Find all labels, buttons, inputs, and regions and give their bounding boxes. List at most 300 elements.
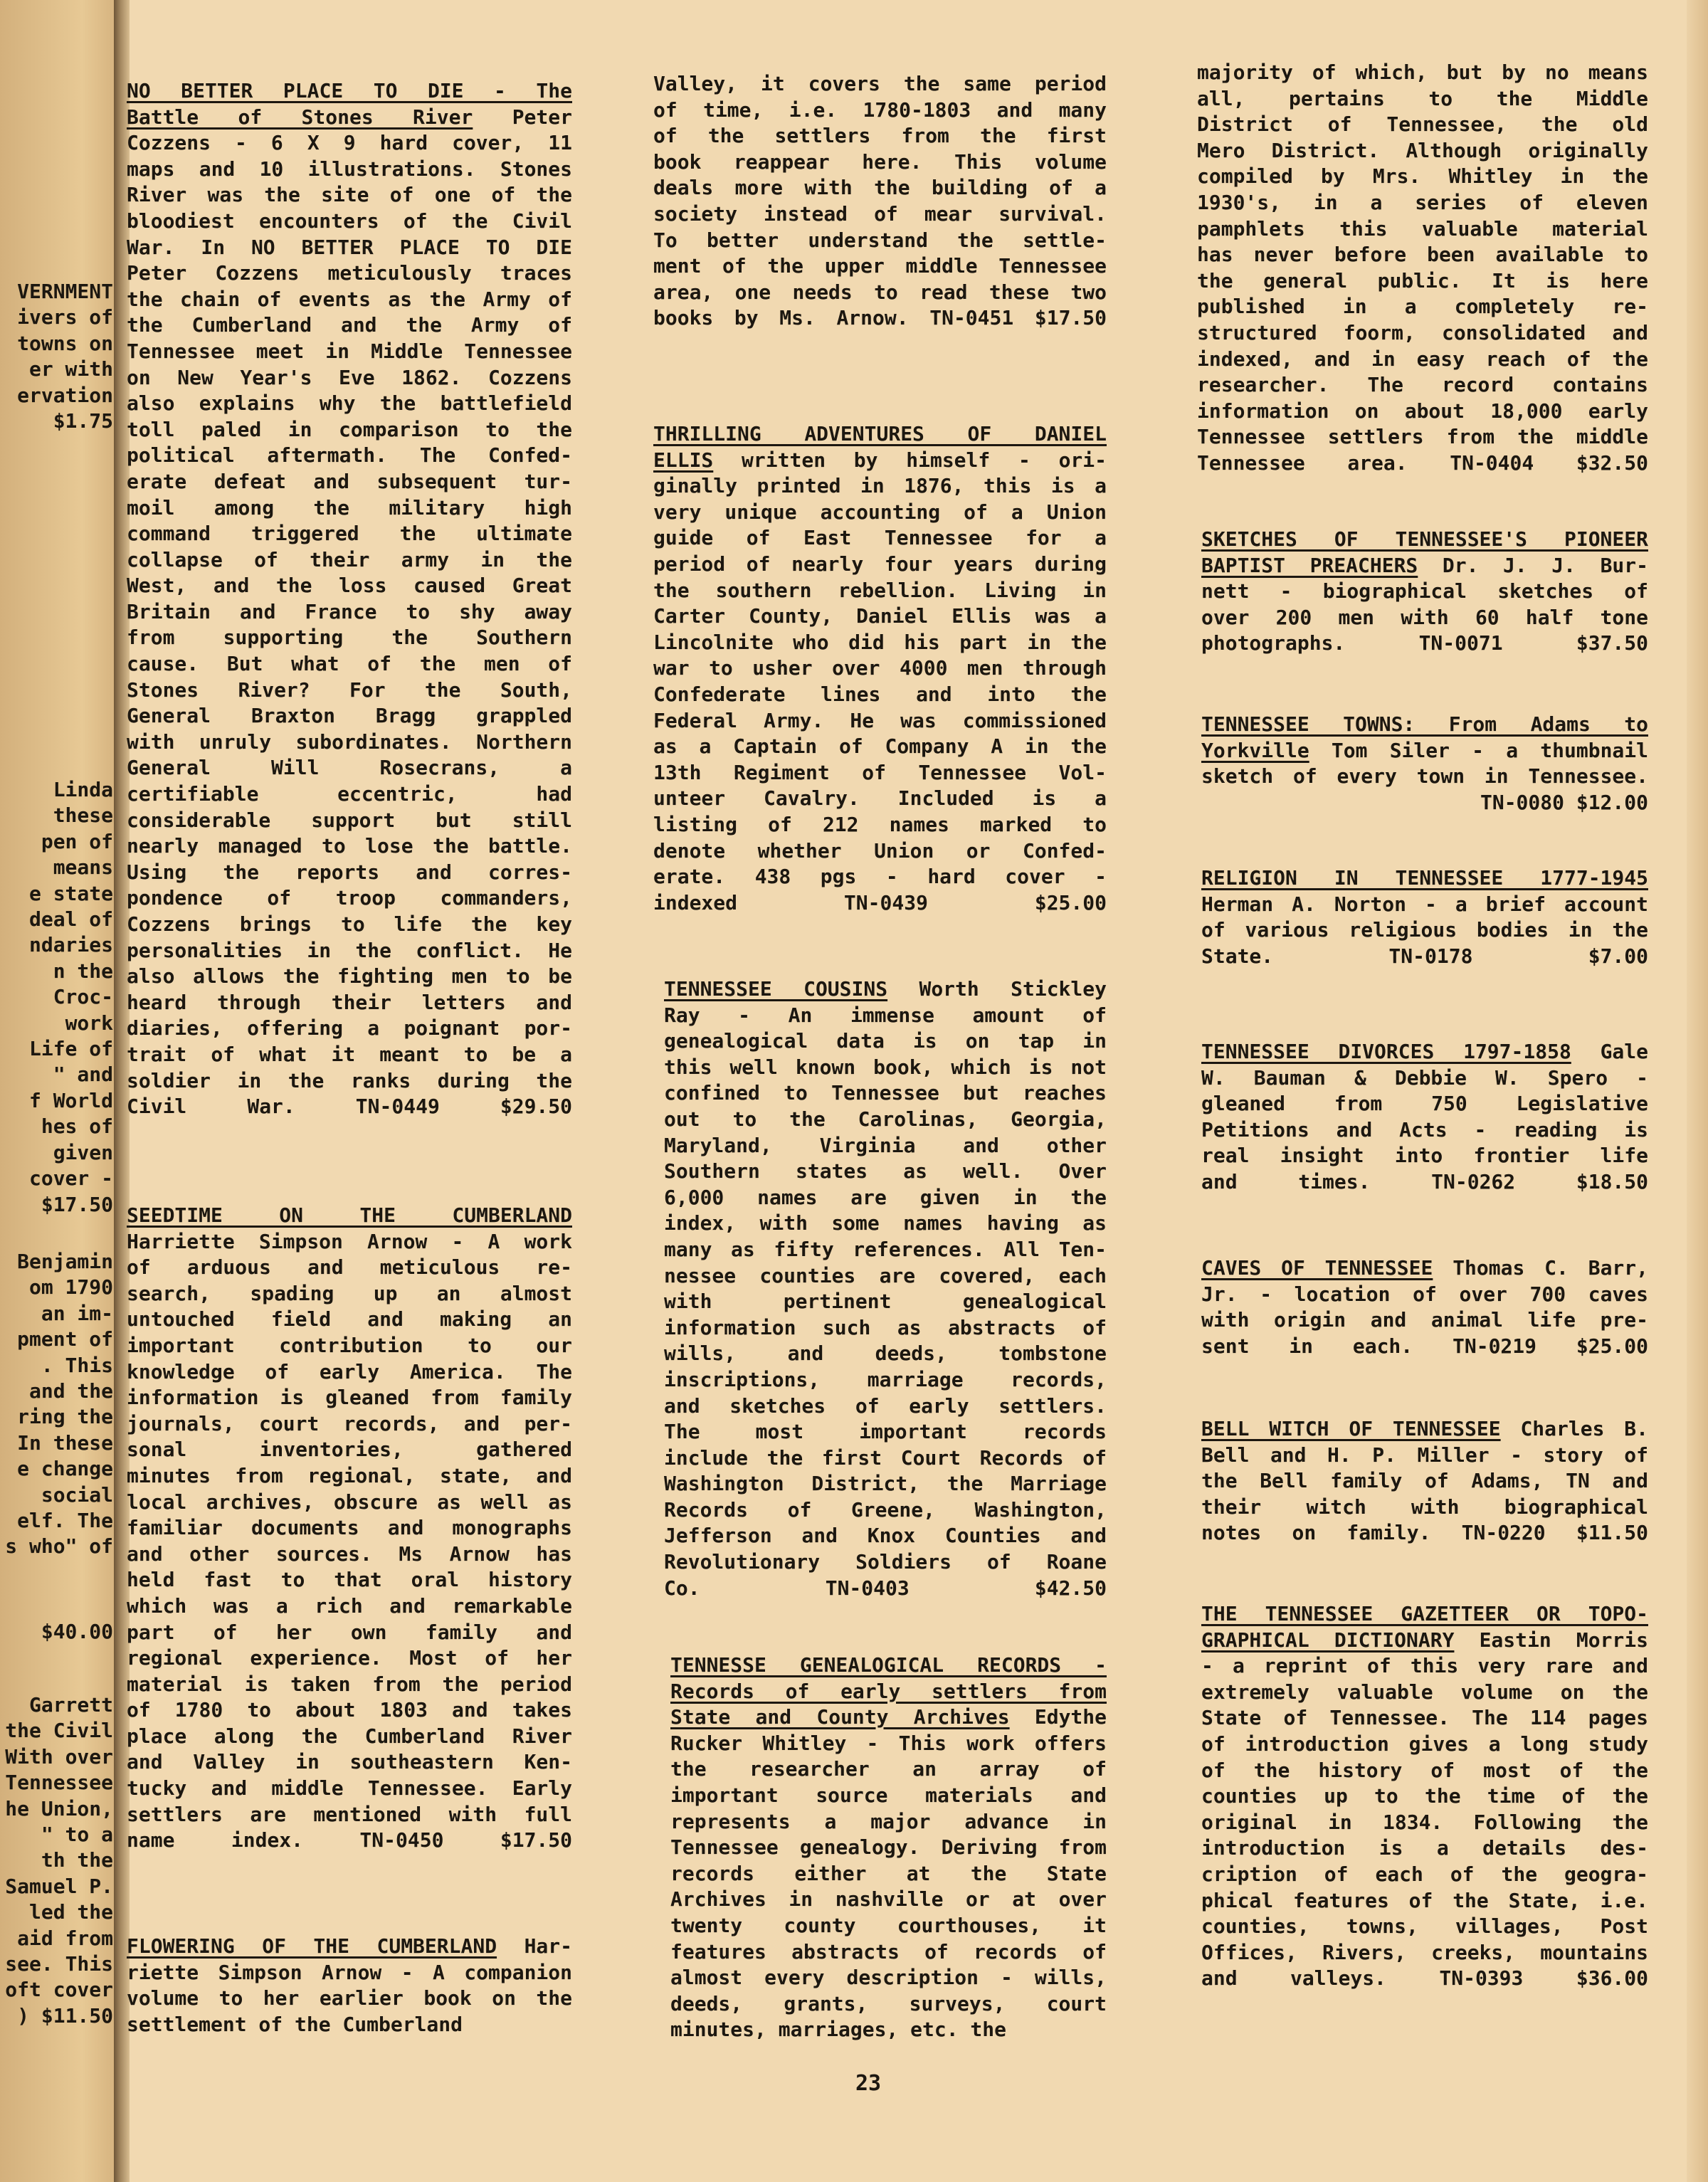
entry-body-text: denote whether Union or Confed- <box>653 838 1107 863</box>
entry-body-text: ginally printed in 1876, this is a <box>653 474 1107 498</box>
entry-body-text: of arduous and meticulous re- <box>127 1255 572 1280</box>
entry-text-line <box>1201 1443 1648 1469</box>
entry-title-line <box>1201 553 1648 579</box>
entry-text-line <box>127 209 572 235</box>
entry-text-line <box>670 1939 1107 1966</box>
entry-text-line <box>1201 1169 1648 1196</box>
entry-text-line <box>1201 892 1648 918</box>
entry-body-text: deeds, grants, surveys, court <box>670 1991 1107 2015</box>
entry-body-text: knowledge of early America. The <box>127 1359 572 1383</box>
left-fragment-2 <box>29 777 113 1218</box>
entry-title: BELL WITCH OF TENNESSEE <box>1201 1417 1501 1440</box>
entry-text-line <box>1201 1810 1648 1836</box>
entry-text-line <box>653 97 1107 124</box>
entry-body-text: untouched field and making an <box>127 1307 572 1332</box>
entry-body-text: Using the reports and corres- <box>127 860 572 884</box>
entry-body-text: tucky and middle Tennessee. Early <box>127 1776 572 1801</box>
entry-seedtime-on-the-cumberland <box>127 1203 572 1854</box>
entry-body-text: name index. TN-0450 $17.50 <box>127 1828 572 1852</box>
entry-title-line <box>670 1679 1107 1705</box>
entry-body-text: Thomas C. Barr, <box>1453 1256 1648 1280</box>
entry-title: TENNESSEE DIVORCES 1797-1858 <box>1201 1040 1571 1063</box>
entry-body-text: indexed TN-0439 $25.00 <box>653 890 1107 915</box>
entry-body-text: information such as abstracts of <box>664 1315 1107 1339</box>
entry-body-text: deals more with the building of a <box>653 176 1107 200</box>
entry-body-text: heard through their letters and <box>127 990 572 1014</box>
entry-text-line <box>127 1515 572 1541</box>
fragment-line: ndaries <box>28 933 113 957</box>
entry-text-line <box>1201 1732 1648 1758</box>
entry-text-line <box>653 734 1107 760</box>
entry-body-text: Bell and H. P. Miller - story of <box>1201 1443 1648 1467</box>
entry-body-text: the chain of events as the Army of <box>127 287 572 311</box>
entry-text-line <box>127 1490 572 1516</box>
entry-body-text: books by Ms. Arnow. TN-0451 $17.50 <box>653 306 1107 330</box>
entry-body-text: as a Captain of Company A in the <box>653 734 1107 759</box>
entry-body-text: Valley, it covers the same period <box>653 72 1107 95</box>
entry-text-line <box>127 938 572 964</box>
left-fragment-1 <box>17 279 113 434</box>
fragment-line: In these <box>17 1430 113 1455</box>
entry-body-text: and sketches of early settlers. <box>664 1393 1107 1418</box>
entry-body-text: Peter Cozzens meticulously traces <box>127 261 572 285</box>
entry-body-text: information on about 18,000 early <box>1197 399 1648 423</box>
entry-body-text: place along the Cumberland River <box>127 1724 572 1748</box>
entry-body-text: political aftermath. The Confed- <box>127 443 572 468</box>
entry-body-text: the researcher an array of <box>670 1757 1107 1781</box>
entry-body-text: their witch with biographical <box>1201 1495 1648 1519</box>
entry-text-line <box>127 391 572 417</box>
entry-text-line <box>664 1367 1107 1393</box>
entry-flowering-continued <box>653 71 1107 332</box>
fragment-line: om 1790 <box>28 1275 113 1300</box>
entry-text-line <box>653 578 1107 604</box>
entry-body-text: include the first Court Records of <box>664 1445 1107 1470</box>
entry-text-line <box>664 1211 1107 1237</box>
entry-body-text: diaries, offering a poignant por- <box>127 1016 572 1040</box>
entry-body-text: and other sources. Ms Arnow has <box>127 1541 572 1566</box>
entry-body-text: W. Bauman & Debbie W. Spero - <box>1201 1065 1648 1090</box>
entry-text-line <box>1197 138 1648 164</box>
entry-text-line <box>670 1913 1107 1939</box>
entry-text-line <box>127 1541 572 1568</box>
fragment-line: pen of <box>41 829 113 853</box>
entry-body-text: settlers are mentioned with full <box>127 1802 572 1826</box>
entry-title: NO BETTER PLACE TO DIE - The <box>127 79 572 102</box>
entry-text-line <box>127 781 572 808</box>
entry-body-text: - a reprint of this very rare and <box>1201 1654 1648 1678</box>
entry-text-line <box>127 1645 572 1672</box>
fragment-line: th the <box>41 1848 113 1872</box>
entry-body-text: minutes, marriages, etc. the <box>670 2018 1007 2042</box>
entry-title-line <box>127 78 572 105</box>
entry-body-text: Cozzens - 6 X 9 hard cover, 11 <box>127 131 572 155</box>
entry-title: State and County Archives <box>670 1705 1010 1729</box>
entry-body-text: written by himself - ori- <box>742 448 1107 472</box>
entry-text-line <box>1201 790 1648 816</box>
entry-body-text: Federal Army. He was commissioned <box>653 708 1107 732</box>
entry-body-text: Mero District. Although originally <box>1197 138 1648 162</box>
fragment-line: er with <box>28 357 113 381</box>
fragment-line: oft cover <box>5 1978 113 2002</box>
entry-text-line <box>127 1724 572 1750</box>
entry-body-text: Worth Stickley <box>919 977 1107 1001</box>
fragment-line: aid from <box>17 1926 113 1950</box>
entry-text-line <box>670 1991 1107 2018</box>
entry-text-line <box>127 1281 572 1307</box>
fragment-line: elf. The <box>17 1509 113 1533</box>
entry-text-line <box>670 1965 1107 1991</box>
entry-body-text: majority of which, but by no means <box>1197 60 1648 84</box>
entry-title-line <box>664 976 1107 1003</box>
entry-text-line <box>127 625 572 651</box>
entry-title-line <box>127 1203 572 1229</box>
fragment-line: $40.00 <box>41 1620 113 1643</box>
entry-body-text: volume to her earlier book on the <box>127 1986 572 2010</box>
entry-text-line <box>670 1835 1107 1861</box>
fragment-line: " to a <box>41 1823 113 1847</box>
entry-text-line <box>127 755 572 781</box>
entry-title: Records of early settlers from <box>670 1679 1107 1703</box>
entry-title: CAVES OF TENNESSEE <box>1201 1256 1433 1280</box>
fragment-line: work <box>65 1011 113 1035</box>
fragment-line: ) $11.50 <box>17 2003 113 2028</box>
entry-title: SEEDTIME ON THE CUMBERLAND <box>127 1203 572 1227</box>
entry-body-text: with unruly subordinates. Northern <box>127 729 572 754</box>
entry-title-line <box>1201 738 1648 764</box>
entry-text-line <box>127 885 572 912</box>
adjacent-page-edge <box>0 0 117 2182</box>
entry-body-text: genealogical data is on tap in <box>664 1029 1107 1053</box>
entry-body-text: Rucker Whitley - This work offers <box>670 1731 1107 1755</box>
entry-body-text: has never before been available to <box>1197 243 1648 267</box>
entry-body-text: of introduction gives a long study <box>1201 1732 1648 1756</box>
entry-text-line <box>664 1549 1107 1576</box>
entry-body-text: sketch of every town in Tennessee. <box>1201 764 1648 789</box>
entry-text-line <box>127 1229 572 1255</box>
entry-title-line <box>653 448 1107 474</box>
entry-body-text: Gale <box>1600 1040 1648 1063</box>
entry-text-line <box>653 864 1107 890</box>
entry-body-text: also explains why the battlefield <box>127 391 572 416</box>
entry-text-line <box>127 469 572 495</box>
entry-body-text: the Cumberland and the Army of <box>127 313 572 337</box>
fragment-line: he Union, <box>5 1796 113 1820</box>
fragment-line: ivers of <box>17 305 113 330</box>
entry-title: Yorkville <box>1201 738 1309 762</box>
entry-religion-in-tennessee <box>1201 865 1648 969</box>
entry-body-text: soldier in the ranks during the <box>127 1068 572 1092</box>
entry-body-text: collapse of their army in the <box>127 547 572 571</box>
entry-text-line <box>653 838 1107 865</box>
entry-text-line <box>1197 399 1648 425</box>
entry-body-text: Revolutionary Soldiers of Roane <box>664 1550 1107 1574</box>
fragment-line: e state <box>28 881 113 905</box>
entry-body-text: and times. TN-0262 $18.50 <box>1201 1169 1648 1193</box>
entry-text-line <box>127 1672 572 1698</box>
entry-body-text: District of Tennessee, the old <box>1197 112 1648 137</box>
entry-body-text: structured foorm, consolidated and <box>1197 320 1648 344</box>
entry-text-line <box>653 786 1107 812</box>
entry-text-line <box>127 182 572 209</box>
entry-text-line <box>127 1042 572 1068</box>
entry-body-text: society instead of mear survival. <box>653 201 1107 226</box>
entry-text-line <box>670 1731 1107 1757</box>
entry-text-line <box>1197 424 1648 450</box>
fragment-line: cover - <box>28 1166 113 1191</box>
entry-text-line <box>1201 1091 1648 1117</box>
entry-body-text: Peter <box>512 105 572 129</box>
fragment-line: means <box>53 855 113 880</box>
entry-text-line <box>653 473 1107 500</box>
entry-text-line <box>127 235 572 261</box>
fragment-line: see. This <box>5 1952 113 1976</box>
fragment-line: f World <box>28 1088 113 1112</box>
entry-text-line <box>127 287 572 313</box>
entry-text-line <box>127 990 572 1016</box>
entry-body-text: listing of 212 names marked to <box>653 812 1107 836</box>
entry-text-line <box>127 651 572 678</box>
entry-title-line <box>670 1704 1107 1731</box>
entry-body-text: trait of what it meant to be a <box>127 1042 572 1066</box>
entry-body-text: Tennessee genealogy. Deriving from <box>670 1835 1107 1860</box>
entry-text-line <box>127 703 572 729</box>
entry-text-line <box>653 253 1107 280</box>
entry-text-line <box>1197 320 1648 347</box>
entry-text-line <box>127 417 572 443</box>
entry-body-text: West, and the loss caused Great <box>127 574 572 598</box>
entry-text-line <box>664 1107 1107 1133</box>
entry-text-line <box>653 890 1107 917</box>
entry-text-line <box>127 130 572 157</box>
entry-title: THRILLING ADVENTURES OF DANIEL <box>653 422 1107 446</box>
entry-body-text: settlement of the Cumberland <box>127 2012 463 2036</box>
entry-body-text: Har- <box>524 1934 572 1958</box>
entry-body-text: certifiable eccentric, had <box>127 782 572 806</box>
entry-no-better-place-to-die <box>127 78 572 1120</box>
fragment-line: an im- <box>41 1301 113 1325</box>
entry-body-text: part of her own family and <box>127 1620 572 1644</box>
entry-bell-witch-of-tennessee <box>1201 1416 1648 1546</box>
entry-text-line <box>127 1437 572 1463</box>
entry-text-line <box>1201 1495 1648 1521</box>
entry-body-text: held fast to that oral history <box>127 1568 572 1592</box>
entry-text-line <box>664 1576 1107 1602</box>
entry-body-text: of the settlers from the first <box>653 124 1107 148</box>
entry-body-text: counties up to the time of the <box>1201 1784 1648 1808</box>
entry-body-text: Charles B. <box>1520 1417 1648 1440</box>
fragment-line: $1.75 <box>53 409 113 433</box>
entry-title-line <box>127 1934 572 1960</box>
entry-body-text: also allows the fighting men to be <box>127 964 572 989</box>
entry-body-text: Civil War. TN-0449 $29.50 <box>127 1095 572 1119</box>
entry-text-line <box>653 175 1107 201</box>
entry-body-text: which was a rich and remarkable <box>127 1593 572 1618</box>
entry-body-text: original in 1834. Following the <box>1201 1810 1648 1834</box>
entry-body-text: out to the Carolinas, Georgia, <box>664 1107 1107 1131</box>
entry-text-line <box>664 1080 1107 1107</box>
fragment-line: Life of <box>28 1037 113 1061</box>
entry-text-line <box>653 630 1107 656</box>
entry-text-line <box>1197 86 1648 112</box>
entry-flowering-of-the-cumberland <box>127 1934 572 2038</box>
entry-body-text: material is taken from the period <box>127 1672 572 1696</box>
entry-body-text: index, with some names having as <box>664 1211 1107 1235</box>
entry-text-line <box>1201 1914 1648 1940</box>
entry-text-line <box>1197 190 1648 216</box>
entry-body-text: Co. TN-0403 $42.50 <box>664 1576 1107 1600</box>
entry-body-text: Petitions and Acts - reading is <box>1201 1117 1648 1142</box>
entry-text-line <box>653 604 1107 630</box>
entry-text-line <box>127 339 572 365</box>
entry-text-line <box>664 1471 1107 1497</box>
entry-text-line <box>1197 372 1648 399</box>
entry-text-line <box>670 1887 1107 1913</box>
entry-body-text: information is gleaned from family <box>127 1386 572 1410</box>
entry-body-text: counties, towns, villages, Post <box>1201 1914 1648 1939</box>
entry-text-line <box>664 1419 1107 1445</box>
entry-body-text: Britain and France to shy away <box>127 599 572 623</box>
entry-title-line <box>1201 1628 1648 1654</box>
entry-body-text: of various religious bodies in the <box>1201 918 1648 942</box>
entry-text-line <box>1197 294 1648 320</box>
entry-text-line <box>127 912 572 938</box>
entry-body-text: all, pertains to the Middle <box>1197 86 1648 110</box>
entry-text-line <box>653 305 1107 332</box>
entry-title: SKETCHES OF TENNESSEE'S PIONEER <box>1201 527 1648 551</box>
entry-body-text: area, one needs to read these two <box>653 280 1107 304</box>
fragment-line: social <box>41 1482 113 1507</box>
entry-text-line <box>127 1016 572 1042</box>
entry-text-line <box>127 1567 572 1593</box>
entry-text-line <box>1201 579 1648 605</box>
entry-body-text: Ray - An immense amount of <box>664 1003 1107 1027</box>
entry-title-line <box>1201 1601 1648 1628</box>
fragment-line: the Civil <box>5 1719 113 1743</box>
entry-title-line <box>1201 527 1648 553</box>
entry-text-line <box>664 1237 1107 1263</box>
entry-body-text: guide of East Tennessee for a <box>653 526 1107 550</box>
entry-text-line <box>670 1809 1107 1835</box>
entry-body-text: and Valley in southeastern Ken- <box>127 1750 572 1774</box>
entry-title: GRAPHICAL DICTIONARY <box>1201 1628 1455 1652</box>
entry-text-line <box>653 123 1107 149</box>
entry-text-line <box>127 1593 572 1620</box>
entry-title: FLOWERING OF THE CUMBERLAND <box>127 1934 497 1958</box>
entry-tennessee-towns <box>1201 712 1648 816</box>
entry-text-line <box>664 1263 1107 1290</box>
entry-text-line <box>664 1315 1107 1342</box>
entry-body-text: River was the site of one of the <box>127 183 572 207</box>
entry-text-line <box>127 260 572 287</box>
entry-body-text: cription of each of the geogra- <box>1201 1862 1648 1886</box>
fragment-line: With over <box>5 1744 113 1769</box>
page-number: 23 <box>855 2071 882 2096</box>
entry-text-line <box>653 149 1107 176</box>
entry-body-text: Archives in nashville or at over <box>670 1887 1107 1912</box>
entry-text-line <box>1197 347 1648 373</box>
entry-text-line <box>1201 764 1648 790</box>
entry-text-line <box>127 1986 572 2012</box>
entry-text-line <box>1197 216 1648 243</box>
entry-text-line <box>1201 917 1648 944</box>
entry-body-text: Herman A. Norton - a brief account <box>1201 892 1648 916</box>
entry-body-text: the general public. It is here <box>1197 268 1648 292</box>
entry-body-text: unteer Cavalry. Included is a <box>653 786 1107 811</box>
entry-body-text: General Will Rosecrans, a <box>127 756 572 780</box>
entry-text-line <box>1201 1143 1648 1169</box>
entry-text-line <box>653 682 1107 708</box>
entry-text-line <box>127 573 572 599</box>
entry-body-text: researcher. The record contains <box>1197 373 1648 397</box>
entry-title-line <box>127 105 572 131</box>
entry-body-text: and valleys. TN-0393 $36.00 <box>1201 1966 1648 1991</box>
fragment-line: . This <box>41 1353 113 1377</box>
entry-body-text: familiar documents and monographs <box>127 1516 572 1540</box>
entry-sketches-of-tennessee-pioneer-baptist-preachers <box>1201 527 1648 657</box>
fragment-line: Samuel P. <box>5 1874 113 1898</box>
entry-body-text: Harriette Simpson Arnow - A work <box>127 1229 572 1253</box>
entry-text-line <box>653 655 1107 682</box>
page-edge <box>1687 0 1708 2182</box>
entry-text-line <box>1201 1653 1648 1680</box>
entry-body-text: erate defeat and subsequent tur- <box>127 469 572 493</box>
entry-body-text: Confederate lines and into the <box>653 682 1107 706</box>
fragment-line: hes of <box>41 1114 113 1139</box>
entry-title: TENNESSEE COUSINS <box>664 977 888 1001</box>
entry-tennesse-genealogical-records <box>670 1653 1107 2043</box>
entry-body-text: maps and 10 illustrations. Stones <box>127 157 572 181</box>
entry-body-text: Tennessee area. TN-0404 $32.50 <box>1197 450 1648 475</box>
fragment-line: s who" of <box>5 1534 113 1559</box>
entry-body-text: considerable support but still <box>127 808 572 832</box>
entry-title-line <box>653 421 1107 448</box>
entry-text-line <box>1201 1862 1648 1888</box>
entry-body-text: important contribution to our <box>127 1333 572 1357</box>
entry-body-text: To better understand the settle- <box>653 228 1107 252</box>
entry-body-text: gleaned from 750 Legislative <box>1201 1092 1648 1116</box>
entry-body-text: 6,000 names are given in the <box>664 1185 1107 1209</box>
entry-tennessee-cousins <box>664 976 1107 1601</box>
entry-text-line <box>653 280 1107 306</box>
entry-text-line <box>1201 1705 1648 1732</box>
entry-body-text: nessee counties are covered, each <box>664 1263 1107 1287</box>
entry-body-text: very unique accounting of a Union <box>653 500 1107 524</box>
entry-text-line <box>127 495 572 522</box>
entry-text-line <box>664 1055 1107 1081</box>
fragment-line: given <box>53 1140 113 1164</box>
fragment-line: " and <box>53 1063 113 1087</box>
entry-text-line <box>127 808 572 834</box>
entry-text-line <box>653 552 1107 578</box>
entry-text-line <box>664 1133 1107 1159</box>
entry-text-line <box>1201 1966 1648 1992</box>
entry-title: TENNESSEE TOWNS: From Adams to <box>1201 712 1648 736</box>
fragment-line: Linda <box>53 778 113 801</box>
entry-body-text: represents a major advance in <box>670 1809 1107 1833</box>
entry-text-line <box>664 1185 1107 1211</box>
entry-body-text: published in a completely re- <box>1197 295 1648 319</box>
entry-text-line <box>1201 1758 1648 1784</box>
entry-body-text: almost every description - wills, <box>670 1966 1107 1990</box>
entry-text-line <box>670 2017 1107 2043</box>
entry-text-line <box>127 1463 572 1490</box>
entry-title: TENNESSE GENEALOGICAL RECORDS - <box>670 1653 1107 1677</box>
entry-title: ELLIS <box>653 448 714 472</box>
entry-body-text: regional experience. Most of her <box>127 1646 572 1670</box>
fragment-line: n the <box>53 959 113 983</box>
entry-body-text: Carter County, Daniel Ellis was a <box>653 604 1107 628</box>
